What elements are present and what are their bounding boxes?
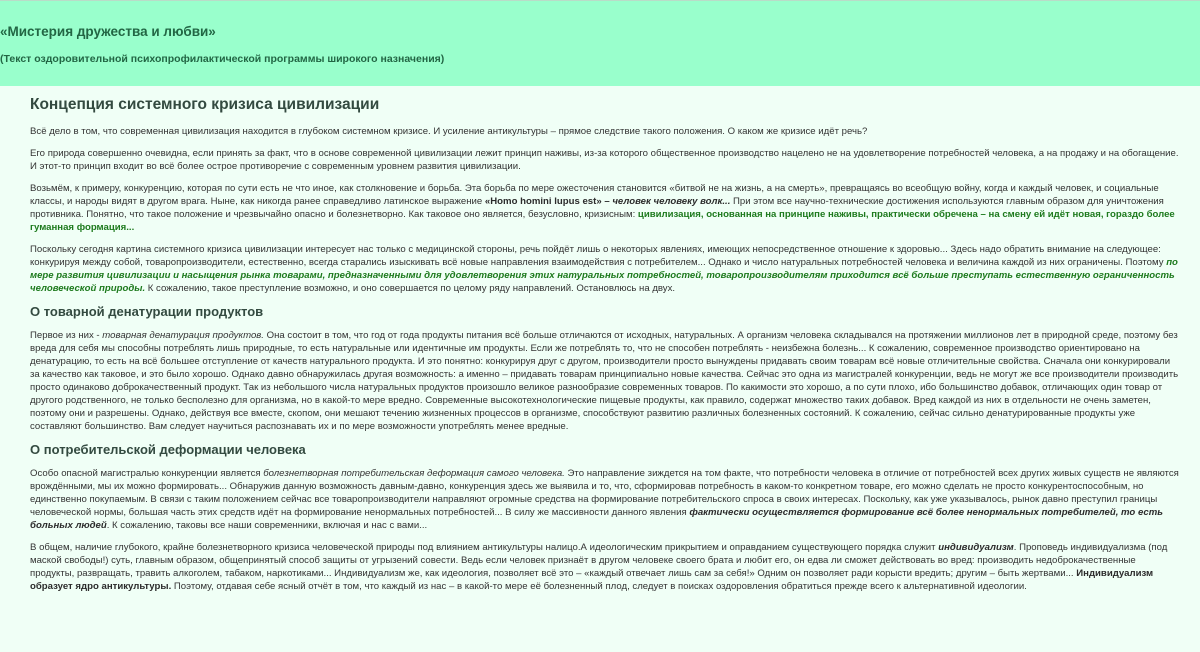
text: Особо опасной магистралью конкуренции является <box>30 468 264 479</box>
emphasis-text: болезнетворная потребительская деформация самого человека. <box>263 468 565 479</box>
emphasis-text: человек человеку волк... <box>612 196 731 207</box>
text: При этом все научно-технические достижения используются главным образом для уничтожения противника. Понятно, что такое положение и чрезвычайно опасно и болезнетворно. Как таковое оно является, безусловно, кризисным: <box>30 196 1164 220</box>
paragraph <box>30 329 1182 433</box>
latin-phrase: «Homo homini lupus est» – <box>484 196 613 207</box>
paragraph <box>30 541 1182 593</box>
page-subtitle: (Текст оздоровительной психопрофилактической программы широкого назначения) <box>0 53 445 65</box>
text: Она состоит в том, что год от года продукты питания всё больше отличаются от исходных, натуральных. А организм человека складывался на протяжении миллионов лет в природной среде, поэтому без вреда для себя мы способны потреблять лишь природные, то есть натуральные или идентичные им продукты. Если же потреблять то, что не способен потреблять - неизбежна болезнь... К сожалению, современное производство ориентировано на денатурацию, то есть на всё большее отступление от качеств натурального продукта. И это понятно: конкурируя друг с другом, производители просто вынуждены придавать своим товарам всё новые отличительные свойства. Сначала они конкурировали за качество как таковое, и это было хорошо. Однако давно обнаружилась другая возможность: а именно – придавать товарам принципиально новые качества. Сейчас это одна из магистралей конкуренции, ведь не могут же все производители производить просто одинаково доброкачественный продукт. Так из небольшого числа натуральных продуктов произошло великое разнообразие современных товаров. По какимости это хорошо, а по сути плохо, ибо большинство добавок, отличающих один товар от другого родственного, не только бесполезно для организма, но в какой-то мере вредно. Современные высокотехнологические пищевые продукты, как правило, содержат множество таких добавок. Вред каждой из них в отдельности не очень заметен, поэтому они и разрешены. Однако, действуя все вместе, скопом, они мешают течению жизненных процессов в организме, способствуют развитию различных болезненных состояний. К сожалению, сейчас сильно денатурированные продукты уже составляют большинство. Вам следует научиться распознавать их и по мере возможности употреблять менее вредные. <box>30 330 1179 432</box>
section-heading-denaturation: О товарной денатурации продуктов <box>30 304 264 319</box>
paragraph <box>30 243 1182 295</box>
text: . Проповедь индивидуализма (под маской свободы!) суть, главным образом, общепринятый способ защиты от угрызений совести. Ведь если человек признаёт в другом человеке своего брата и любит его, он едва ли сможет действовать во вред: производить недоброкачественные продукты, развращать, травить алкоголем, табаком, наркотиками... Индивидуализм же, как идеология, позволяет всё это – «каждый отвечает лишь сам за себя!» Одним он позволяет ради корысти вредить; другим – быть жертвами... <box>30 542 1168 579</box>
section-heading-deformation: О потребительской деформации человека <box>30 442 306 457</box>
paragraph <box>30 467 1182 532</box>
article-content <box>0 86 1200 593</box>
emphasis-text: индивидуализм <box>938 542 1014 553</box>
page-header <box>0 0 1200 86</box>
highlight-text: по мере развития цивилизации и насыщения рынка товарами, предназначенными для удовлетворения этих натуральных потребностей, товаропроизводителям приходится всё больше преступать естественную ограниченность человеческой природы. <box>30 257 1178 294</box>
text: Первое из них - <box>30 330 103 341</box>
emphasis-text: фактически осуществляется формирование всё более ненормальных потребителей, то есть больных людей <box>30 507 1163 531</box>
text: Поскольку сегодня картина системного кризиса цивилизации интересует нас только с медицинской стороны, речь пойдёт лишь о некоторых явлениях, имеющих непосредственное отношение к здоровью... Здесь надо обратить внимание на следующее: конкурируя между собой, товаропроизводители, естественно, всегда старались изыскивать всё новые направления взаимодействия с потребителем... Однако и число натуральных потребностей человека и величина каждой из них ограничены. Поэтому <box>30 244 1167 268</box>
paragraph: Всё дело в том, что современная цивилизация находится в глубоком системном кризисе. И усиление антикультуры – прямое следствие такого положения. О каком же кризисе идёт речь? <box>30 126 868 137</box>
paragraph: Его природа совершенно очевидна, если принять за факт, что в основе современной цивилизации лежит принцип наживы, из-за которого общественное производство нацелено не на удовлетворение потребностей человека, а на продажу и на обогащение. И этот-то принцип входит во всё более острое противоречие с современным уровнем развития цивилизации. <box>30 148 1179 172</box>
text: Это направление зиждется на том факте, что потребности человека в отличие от потребностей всех других живых существ не являются врождёнными, мы их можно формировать... Обнаружив данную возможность давным-давно, конкуренция здесь же выявила и то, что, сформировав потребность в каком-то конкретном товаре, его можно сделать не просто конкурентоспособным, но единственно покупаемым. В связи с таким положением сейчас все товаропроизводители направляют огромные средства на формирование потребительского спроса в своих интересах. Поскольку, как уже указывалось, рынок давно преступил границы человеческой нормы, большая часть этих средств идёт на формирование ненормальных потребностей... В силу же массивности данного явления <box>30 468 1179 518</box>
text: . К сожалению, таковы все наши современники, включая и нас с вами... <box>106 520 428 531</box>
text: В общем, наличие глубокого, крайне болезнетворного кризиса человеческой природы под влиянием антикультуры налицо.А идеологическим прикрытием и оправданием существующего порядка служит <box>30 542 939 553</box>
section-heading-crisis: Концепция системного кризиса цивилизации <box>30 96 380 113</box>
emphasis-text: товарная денатурация продуктов. <box>102 330 264 341</box>
text: К сожалению, такое преступление возможно, и оно совершается по целому ряду направлений. Остановлюсь на двух. <box>145 283 676 294</box>
highlight-text: цивилизация, основанная на принципе наживы, практически обречена – на смену ей идёт новая, гораздо более гуманная формация... <box>30 209 1175 233</box>
text: Поэтому, отдавая себе ясный отчёт в том, что каждый из нас – в какой-то мере её болезненный плод, следует в поисках оздоровления обратиться прежде всего к альтернативной идеологии. <box>171 581 1027 592</box>
paragraph <box>30 182 1182 234</box>
emphasis-text: Индивидуализм образует ядро антикультуры. <box>30 568 1154 592</box>
text: Возьмём, к примеру, конкуренцию, которая по сути есть не что иное, как столкновение и борьба. Эта борьба по мере ожесточения становится «битвой не на жизнь, а на смерть», превращаясь во всеобщую войну, когда и каждый человек, и социальные классы, и народы видят в другом врага. Ныне, как никогда ранее справедливо латинское выражение <box>30 183 1159 207</box>
page-title: «Мистерия дружества и любви» <box>0 24 216 39</box>
